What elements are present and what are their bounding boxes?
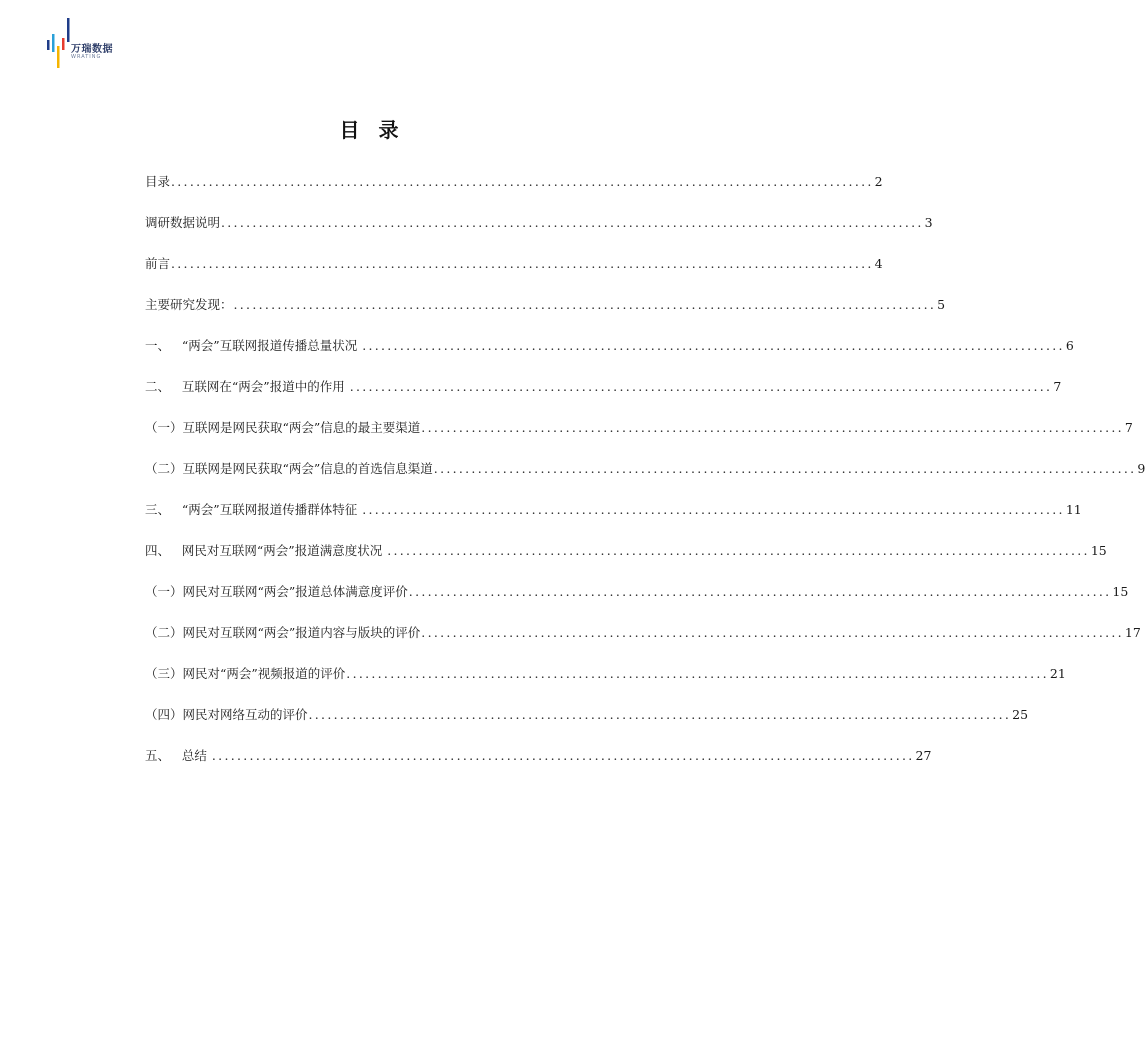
toc-entry-label: 一、 “两会”互联网报道传播总量状况 — [145, 338, 362, 353]
toc-entry-label: 主要研究发现： — [145, 297, 233, 312]
toc-entry-label: 四、 网民对互联网“两会”报道满意度状况 — [145, 543, 387, 558]
toc-entry[interactable] — [145, 705, 1029, 725]
toc-entry-label: （三）网民对“两会”视频报道的评价 — [145, 666, 346, 681]
toc-entry[interactable] — [145, 500, 1082, 520]
toc-entry-page: 27 — [915, 748, 932, 763]
toc-entry-page: 9 — [1137, 461, 1145, 476]
toc-entry-label: 前言 — [145, 256, 171, 271]
toc-entry-page: 6 — [1065, 338, 1074, 353]
toc-entry-page: 25 — [1012, 707, 1029, 722]
toc-entry-label: 调研数据说明 — [145, 215, 221, 230]
toc-leader-dots: ................................................................................................................ — [387, 543, 1090, 558]
toc-entry[interactable] — [145, 541, 1107, 561]
toc-entry[interactable] — [145, 623, 1141, 643]
toc-leader-dots: ................................................................................................................ — [171, 256, 874, 271]
toc-entry[interactable] — [145, 172, 883, 192]
toc-entry[interactable] — [145, 746, 932, 766]
logo-brand-cn: 万瑞数据 — [71, 44, 113, 55]
toc-leader-dots: ................................................................................................................ — [421, 420, 1124, 435]
toc-entry[interactable] — [145, 582, 1129, 602]
toc-entry[interactable] — [145, 336, 1074, 356]
toc-entry-page: 3 — [924, 215, 933, 230]
toc-entry-label: （二）互联网是网民获取“两会”信息的首选信息渠道 — [145, 461, 433, 476]
toc-leader-dots: ................................................................................................................ — [221, 215, 924, 230]
toc-entry-label: 三、 “两会”互联网报道传播群体特征 — [145, 502, 362, 517]
toc-leader-dots: ................................................................................................................ — [421, 625, 1124, 640]
table-of-contents — [145, 172, 1145, 787]
page-title: 目 录 — [339, 118, 405, 142]
toc-leader-dots: ................................................................................................................ — [408, 584, 1112, 599]
toc-entry-label: 二、 互联网在“两会”报道中的作用 — [145, 379, 349, 394]
toc-entry-page: 15 — [1090, 543, 1107, 558]
toc-entry-page: 4 — [874, 256, 883, 271]
toc-entry-label: （一）互联网是网民获取“两会”信息的最主要渠道 — [145, 420, 421, 435]
toc-entry-page: 7 — [1053, 379, 1062, 394]
toc-entry-label: （二）网民对互联网“两会”报道内容与版块的评价 — [145, 625, 421, 640]
toc-entry-label: 目录 — [145, 174, 171, 189]
toc-entry-page: 17 — [1124, 625, 1141, 640]
toc-leader-dots: ................................................................................................................ — [308, 707, 1012, 722]
toc-entry-page: 2 — [874, 174, 883, 189]
toc-entry[interactable] — [145, 295, 946, 315]
toc-entry-label: （四）网民对网络互动的评价 — [145, 707, 308, 722]
toc-leader-dots: ................................................................................................................ — [433, 461, 1137, 476]
toc-leader-dots: ................................................................................................................ — [346, 666, 1049, 681]
toc-leader-dots: ................................................................................................................ — [349, 379, 1053, 394]
toc-entry-page: 15 — [1112, 584, 1129, 599]
toc-entry[interactable] — [145, 459, 1145, 479]
toc-entry-page: 5 — [937, 297, 946, 312]
toc-leader-dots: ................................................................................................................ — [362, 502, 1065, 517]
toc-entry-page: 21 — [1049, 666, 1066, 681]
toc-entry[interactable] — [145, 418, 1133, 438]
toc-leader-dots: ................................................................................................................ — [171, 174, 874, 189]
toc-entry[interactable] — [145, 664, 1066, 684]
toc-leader-dots: ................................................................................................................ — [211, 748, 915, 763]
logo-bars-icon — [46, 18, 70, 70]
toc-entry-page: 7 — [1124, 420, 1133, 435]
toc-entry[interactable] — [145, 377, 1062, 397]
logo-brand-en: WRATING — [71, 54, 102, 60]
toc-entry-label: 五、 总结 — [145, 748, 211, 763]
toc-entry-page: 11 — [1065, 502, 1082, 517]
toc-leader-dots: ................................................................................................................ — [233, 297, 937, 312]
company-logo — [46, 18, 156, 70]
toc-entry-label: （一）网民对互联网“两会”报道总体满意度评价 — [145, 584, 408, 599]
toc-entry[interactable] — [145, 213, 933, 233]
toc-entry[interactable] — [145, 254, 883, 274]
toc-leader-dots: ................................................................................................................ — [362, 338, 1065, 353]
